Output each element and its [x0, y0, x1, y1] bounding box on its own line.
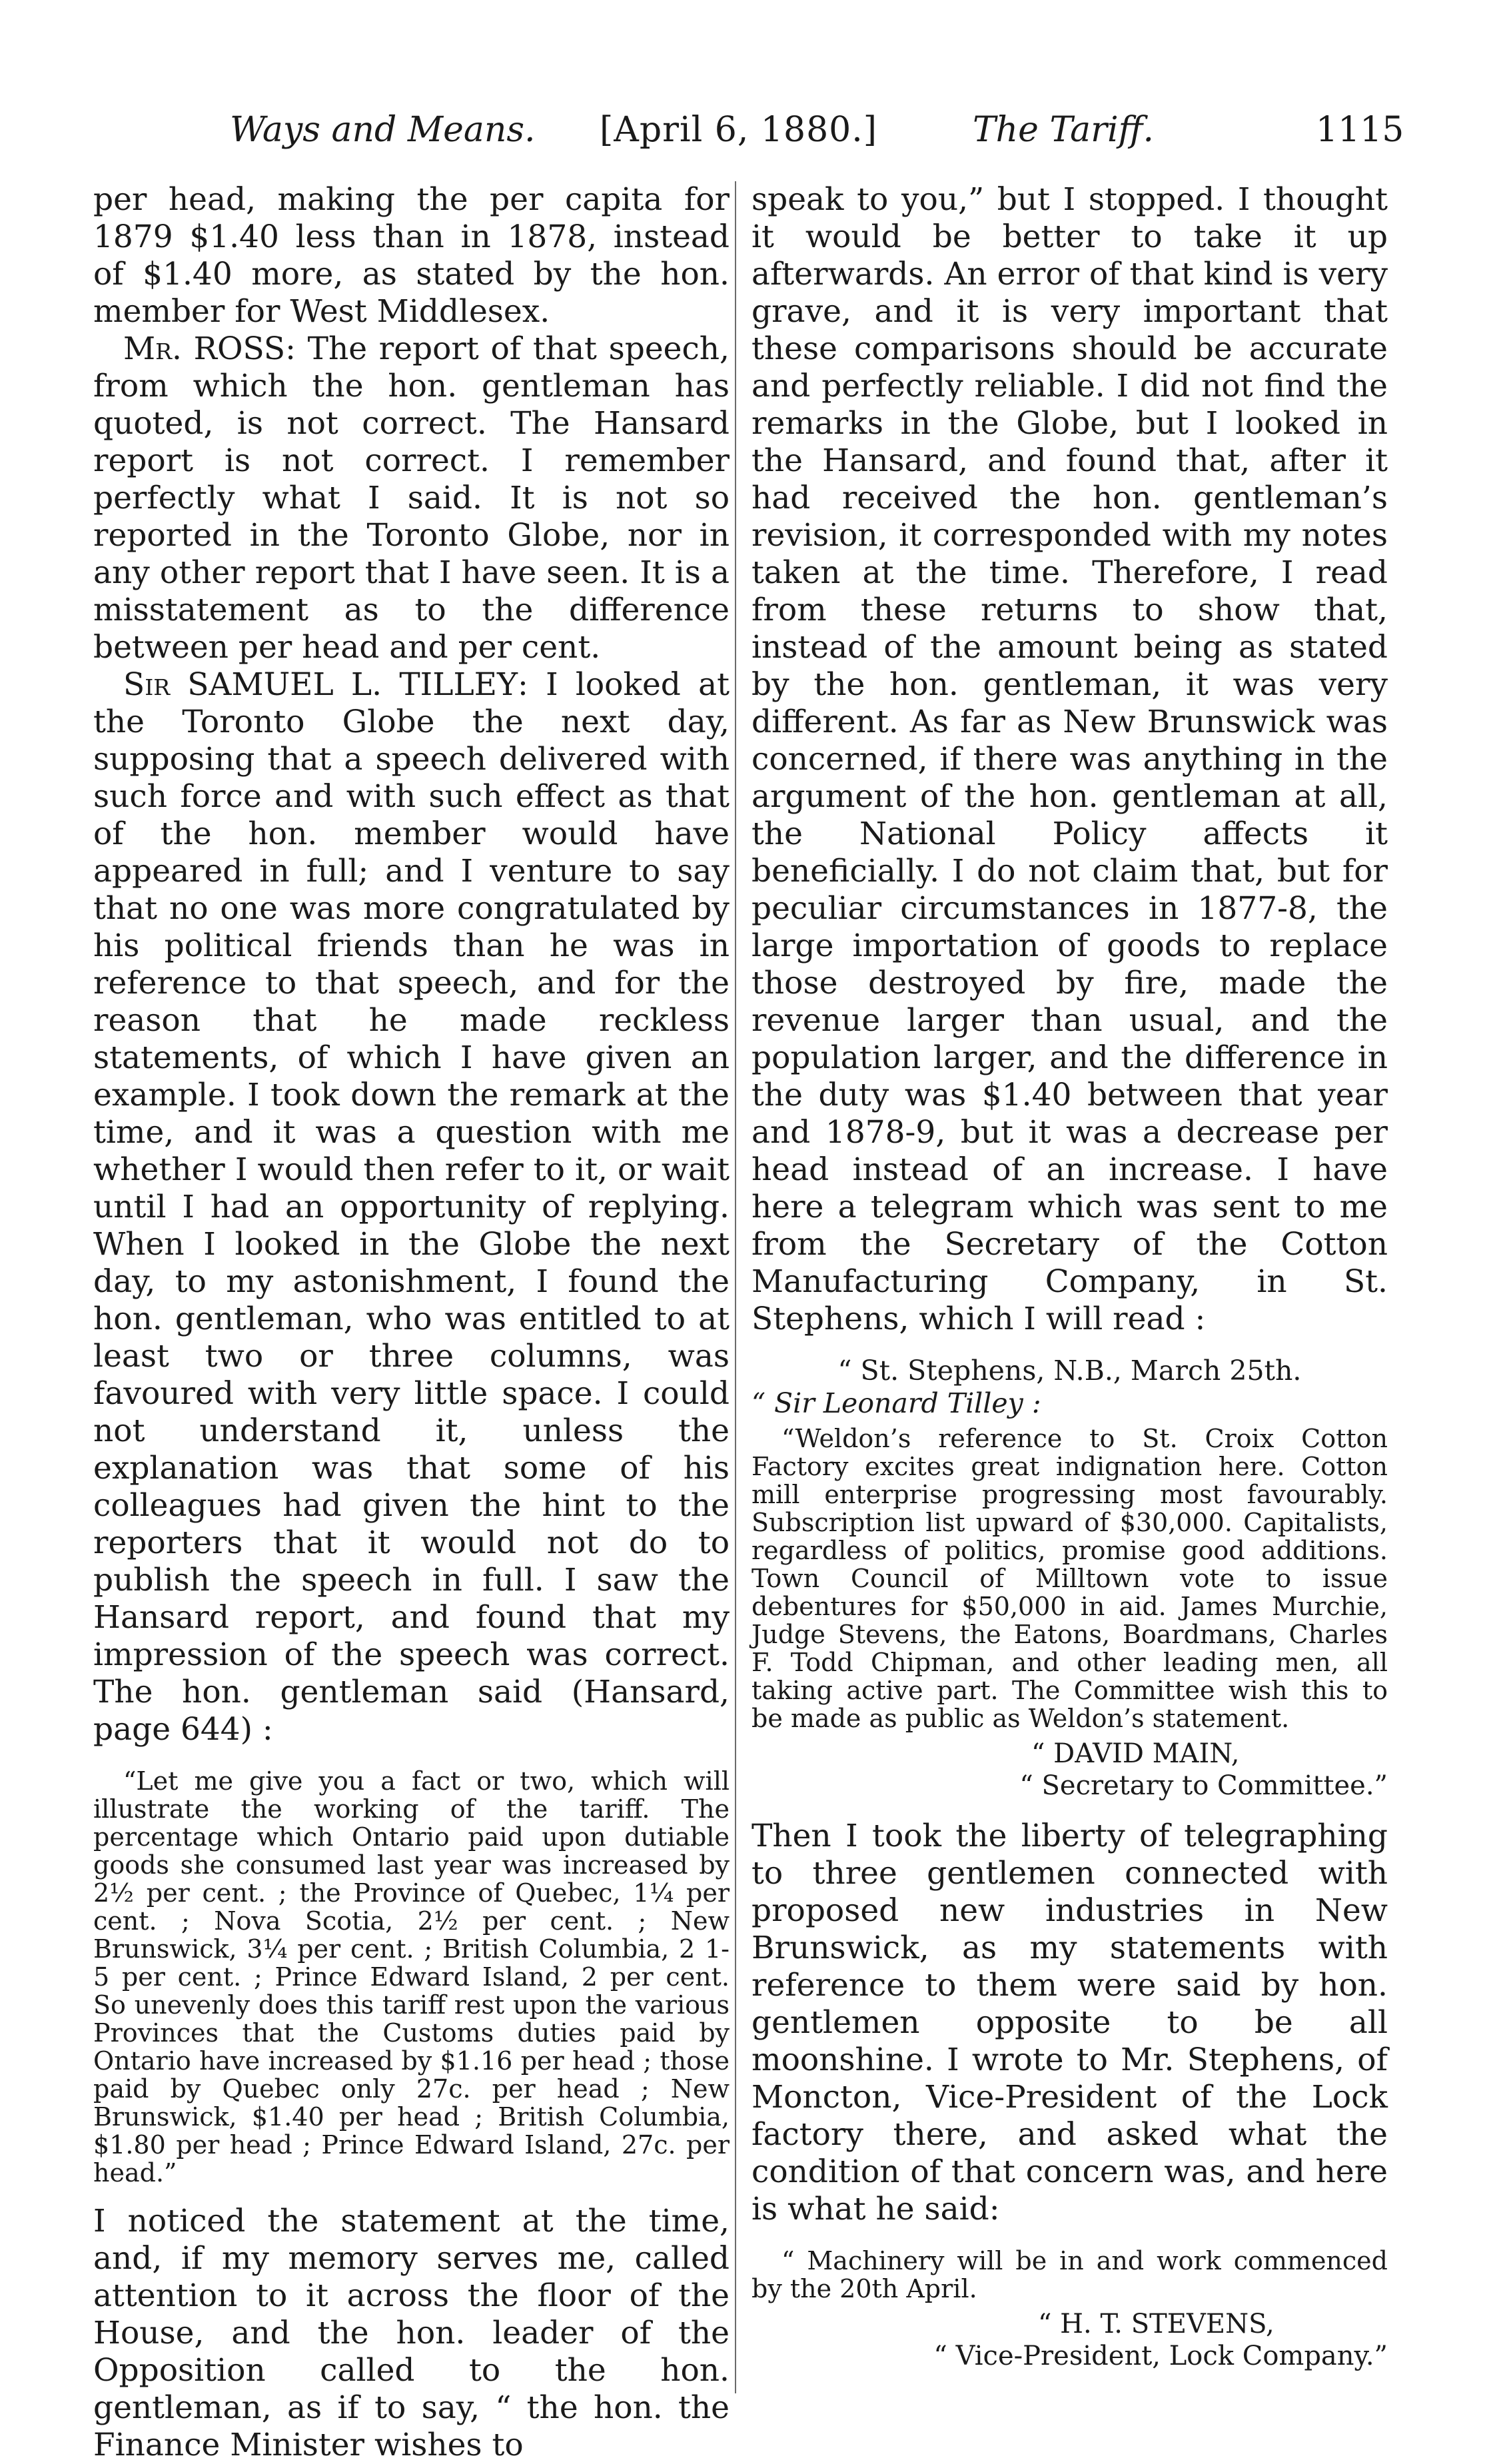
stevens-signature-title: “ Vice-President, Lock Company.” [933, 2341, 1388, 2371]
telegram-signature-name: “ DAVID MAIN, [1031, 1738, 1240, 1769]
running-head-section: Ways and Means. [230, 110, 536, 150]
paragraph-tilley [93, 666, 730, 1748]
speech-text: : The report of that speech, from which the hon. gentleman has quoted, is not correct. The Hansard report is not correct. I remember perfectly what I said. It is not so reported in the Toronto Globe, nor in any other report that I have seen. It is a misstatement as to the difference between per head and per cent. [93, 330, 730, 666]
hansard-quotation: “Let me give you a fact or two, which will illustrate the working of the tariff. The percentage which Ontario paid upon dutiable goods she consumed last year was increased by 2½ per cent. ; the Province of Quebec, 1¼ per cent. ; Nova Scotia, 2½ per cent. ; New Brunswick, 3¼ per cent. ; British Columbia, 2 1-5 per cent. ; Prince Edward Island, 2 per cent. So unevenly does this tariff rest upon the various Provinces that the Customs duties paid by Ontario have increased by $1.16 per head ; those paid by Quebec only 27c. per head ; New Brunswick, $1.40 per head ; British Columbia, $1.80 per head ; Prince Edward Island, 27c. per head.” [93, 1766, 730, 2187]
paragraph-ross [93, 330, 730, 666]
stevens-quotation: “ Machinery will be in and work commenced by the 20th April. [752, 2246, 1388, 2303]
column-divider [735, 181, 736, 2393]
speaker-name: Mr. ROSS [123, 330, 286, 367]
paragraph-telegraphing: Then I took the liberty of telegraphing to three gentlemen connected with proposed new industries in New Brunswick, as my statements with reference to them were said by hon. gentlemen opposite to be all moonshine. I wrote to Mr. Stephens, of Moncton, Vice-President of the Lock factory there, and asked what the condition of that concern was, and here is what he said: [752, 1818, 1388, 2227]
paragraph-continuation: per head, making the per capita for 1879 $1.40 less than in 1878, instead of $1.40 more, as stated by the hon. member for West Middlesex. [93, 181, 730, 330]
speaker-name: Sir SAMUEL L. TILLEY [123, 666, 518, 703]
page-number: 1115 [1316, 110, 1404, 150]
telegram-signature-title: “ Secretary to Committee.” [1019, 1770, 1388, 1801]
running-head-date: [April 6, 1880.] [600, 110, 878, 150]
telegram-salutation: “ Sir Leonard Tilley : [752, 1387, 1041, 1419]
left-column [93, 181, 730, 2464]
paragraph-continuation: speak to you,” but I stopped. I thought it would be better to take it up afterwards. An error of that kind is very grave, and it is very important that these comparisons should be accurate and perfectly reliable. I did not find the remarks in the Globe, but I looked in the Hansard, and found that, after it had received the hon. gentleman’s revision, it corresponded with my notes taken at the time. Therefore, I read from these returns to show that, instead of the amount being as stated by the hon. gentleman, it was very different. As far as New Brunswick was concerned, if there was anything in the argument of the hon. gentleman at all, the National Policy affects it beneficially. I do not claim that, but for peculiar circumstances in 1877-8, the large importation of goods to replace those destroyed by fire, made the revenue larger than usual, and the population larger, and the difference in the duty was $1.40 between that year and 1878-9, but it was a decrease per head instead of an increase. I have here a telegram which was sent to me from the Secretary of the Cotton Manufacturing Company, in St. Stephens, which I will read : [752, 181, 1388, 1337]
stevens-signature-name: “ H. T. STEVENS, [1038, 2309, 1274, 2339]
telegram-body: “Weldon’s reference to St. Croix Cotton Factory excites great indignation here. Cotton mill enterprise progressing most favourably. Subscription list upward of $30,000. Capitalists, regardless of politics, promise good additions. Town Council of Milltown vote to issue debentures for $50,000 in aid. James Murchie, Judge Stevens, the Eatons, Boardmans, Charles F. Todd Chipman, and other leading men, all taking active part. The Committee wish this to be made as public as Weldon’s statement. [752, 1424, 1388, 1733]
right-column [752, 181, 1388, 2372]
speech-text: : I looked at the Toronto Globe the next day, supposing that a speech delivered with such force and with such effect as that of the hon. member would have appeared in full; and I venture to say that no one was more congratulated by his political friends than he was in reference to that speech, and for the reason that he made reckless statements, of which I have given an example. I took down the remark at the time, and it was a question with me whether I would then refer to it, or wait until I had an opportunity of replying. When I looked in the Globe the next day, to my astonishment, I found the hon. gentleman, who was entitled to at least two or three columns, was favoured with very little space. I could not understand it, unless the explanation was that some of his colleagues had given the hint to the reporters that it would not do to publish the speech in full. I saw the Hansard report, and found that my impression of the speech was correct. The hon. gentleman said (Hansard, page 644) : [93, 666, 730, 1748]
running-head-topic: The Tariff. [973, 110, 1154, 150]
paragraph-noticed: I noticed the statement at the time, and, if my memory serves me, called attention to it across the floor of the House, and the hon. leader of the Opposition called to the hon. gentleman, as if to say, “ the hon. the Finance Minister wishes to [93, 2203, 730, 2463]
telegram-dateline: “ St. Stephens, N.B., March 25th. [837, 1355, 1302, 1387]
